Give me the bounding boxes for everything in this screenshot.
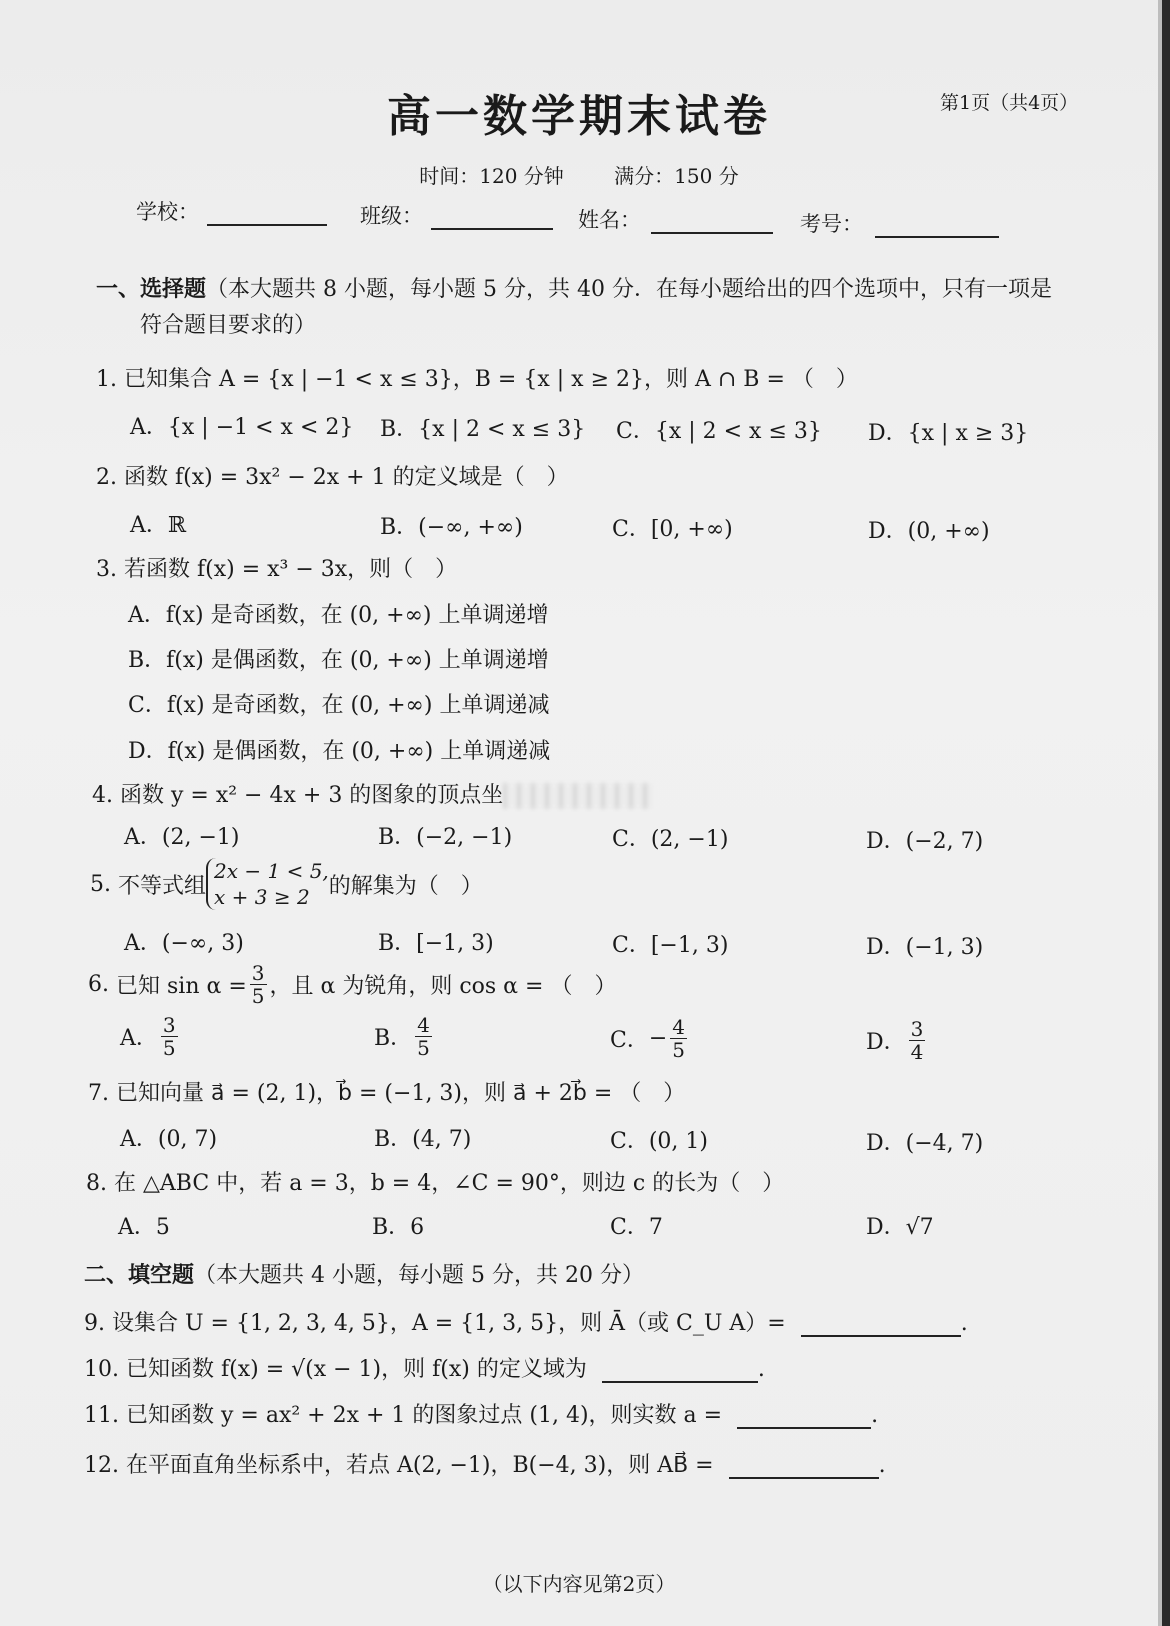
continued-note: （以下内容见第2页） (482, 1572, 676, 1596)
q1-option-b[interactable]: B．{x | 2 < x ≤ 3} (380, 417, 586, 442)
q4-option-b[interactable]: B．(−2, −1) (378, 825, 513, 850)
q4-option-c[interactable]: C．(2, −1) (612, 827, 729, 852)
q3-option-c[interactable]: C．f(x) 是奇函数，在 (0, +∞) 上单调递减 (128, 693, 550, 718)
question-5: 5. 不等式组 2x − 1 < 5, x + 3 ≥ 2 的解集为（ ） (90, 859, 483, 909)
q4-option-a[interactable]: A．(2, −1) (124, 825, 240, 850)
q7-option-a[interactable]: A．(0, 7) (120, 1127, 218, 1152)
q8-option-d[interactable]: D．√7 (866, 1215, 934, 1240)
name-blank[interactable] (651, 214, 773, 234)
q6-option-c[interactable]: C． − $\frac{4}{5}$ (610, 1015, 686, 1062)
q6-option-b[interactable]: B． $\frac{4}{5}$ (374, 1013, 430, 1060)
q1-option-d[interactable]: D．{x | x ≥ 3} (868, 421, 1029, 446)
school-blank[interactable] (207, 206, 327, 226)
name-field: 姓名： (578, 204, 773, 234)
class-blank[interactable] (431, 210, 553, 230)
exam-time: 时间：120 分钟 (419, 164, 564, 188)
q5-option-c[interactable]: C．[−1, 3) (612, 933, 729, 958)
q8-option-c[interactable]: C．7 (610, 1215, 663, 1240)
question-11: 11. 已知函数 y = ax² + 2x + 1 的图象过点 (1, 4)，则实数 a = . (84, 1403, 879, 1428)
q12-answer-blank[interactable] (729, 1459, 879, 1479)
q5-option-d[interactable]: D．(−1, 3) (866, 935, 984, 960)
q5-option-b[interactable]: B．[−1, 3) (378, 931, 494, 956)
question-6: 6. 已知 sin α = $\frac{3}{5}$ ，且 α 为锐角，则 cos α = （ ） (88, 961, 617, 1008)
q2-option-d[interactable]: D．(0, +∞) (868, 519, 990, 544)
exam-title: 高一数学期末试卷 (387, 91, 771, 142)
school-field: 学校： (136, 196, 327, 226)
question-12: 12. 在平面直角坐标系中，若点 A(2, −1)，B(−4, 3)，则 AB⃗ = . (84, 1453, 886, 1478)
exam-number-blank[interactable] (875, 218, 999, 238)
q3-option-a[interactable]: A．f(x) 是奇函数，在 (0, +∞) 上单调递增 (128, 603, 549, 628)
section-fill-heading: 二、填空题（本大题共 4 小题，每小题 5 分，共 20 分） (84, 1262, 644, 1288)
question-1: 1. 已知集合 A = {x | −1 < x ≤ 3}，B = {x | x ≥ 2}，则 A ∩ B = （ ） (96, 367, 858, 392)
q7-option-d[interactable]: D．(−4, 7) (866, 1131, 984, 1156)
q7-option-b[interactable]: B．(4, 7) (374, 1127, 472, 1152)
q3-option-d[interactable]: D．f(x) 是偶函数，在 (0, +∞) 上单调递减 (128, 739, 551, 764)
inequality-system: 2x − 1 < 5, x + 3 ≥ 2 (206, 858, 329, 910)
q2-option-b[interactable]: B．(−∞, +∞) (380, 515, 523, 540)
exam-meta (0, 160, 1158, 189)
q9-answer-blank[interactable] (801, 1317, 961, 1337)
q8-option-b[interactable]: B．6 (372, 1215, 425, 1240)
q11-answer-blank[interactable] (737, 1409, 871, 1429)
q5-option-a[interactable]: A．(−∞, 3) (124, 931, 244, 956)
class-field: 班级： (360, 200, 553, 230)
fraction: $\frac{3}{5}$ (251, 961, 265, 1008)
page-info: 第1页（共4页） (940, 92, 1079, 114)
q8-option-a[interactable]: A．5 (118, 1215, 170, 1240)
redacted-region (503, 783, 653, 809)
q2-option-a[interactable]: A．ℝ (130, 513, 187, 538)
question-3: 3. 若函数 f(x) = x³ − 3x，则（ ） (96, 557, 458, 582)
question-8: 8. 在 △ABC 中，若 a = 3，b = 4，∠C = 90°，则边 c 的长为（ ） (86, 1171, 785, 1196)
exam-number-field: 考号： (800, 208, 999, 238)
q1-option-a[interactable]: A．{x | −1 < x < 2} (130, 415, 354, 440)
exam-score: 满分：150 分 (614, 164, 739, 188)
q1-option-c[interactable]: C．{x | 2 < x ≤ 3} (616, 419, 822, 444)
section-choice-desc: 符合题目要求的） (140, 313, 317, 338)
question-7: 7. 已知向量 a⃗ = (2, 1)，b⃗ = (−1, 3)，则 a⃗ + 2b⃗ = （ ） (88, 1081, 686, 1106)
q2-option-c[interactable]: C．[0, +∞) (612, 517, 733, 542)
section-choice-heading: 一、选择题（本大题共 8 小题，每小题 5 分，共 40 分．在每小题给出的四个选项中，只有一项是 (96, 276, 1052, 302)
q10-answer-blank[interactable] (602, 1363, 758, 1383)
q3-option-b[interactable]: B．f(x) 是偶函数，在 (0, +∞) 上单调递增 (128, 648, 549, 673)
question-10: 10. 已知函数 f(x) = √(x − 1)，则 f(x) 的定义域为 . (84, 1357, 765, 1382)
question-4: 4. 函数 y = x² − 4x + 3 的图象的顶点坐 (92, 778, 653, 809)
question-9: 9. 设集合 U = {1, 2, 3, 4, 5}，A = {1, 3, 5}，则 Ā（或 C_U A）= . (84, 1311, 968, 1336)
q4-option-d[interactable]: D．(−2, 7) (866, 829, 984, 854)
q6-option-d[interactable]: D． $\frac{3}{4}$ (866, 1017, 924, 1064)
q7-option-c[interactable]: C．(0, 1) (610, 1129, 708, 1154)
q6-option-a[interactable]: A． $\frac{3}{5}$ (120, 1013, 176, 1060)
question-2: 2. 函数 f(x) = 3x² − 2x + 1 的定义域是（ ） (96, 465, 569, 490)
